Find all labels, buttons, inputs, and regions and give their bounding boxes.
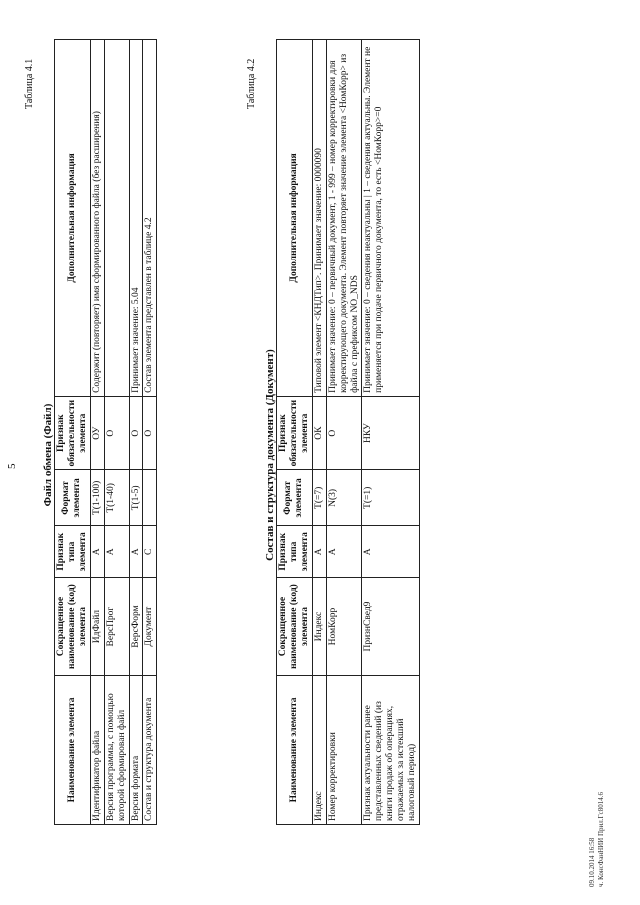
table2-header-row — [277, 40, 313, 825]
table-cell: А — [129, 526, 143, 578]
table-cell: А — [326, 526, 362, 578]
table-cell: T(1-100) — [90, 470, 104, 526]
table1-header-cell: Признак типа элемента — [55, 526, 91, 578]
table-cell: T(=1) — [362, 470, 420, 526]
table2-header-cell: Дополнительная информация — [277, 40, 313, 397]
table-cell: N(3) — [326, 470, 362, 526]
table-cell: Индекс — [312, 675, 326, 824]
table2-title: Состав и структура документа (Документ) — [264, 349, 276, 561]
table-cell — [143, 470, 157, 526]
table2-header-cell: Признак типа элемента — [277, 526, 313, 578]
table2-header-cell: Наименование элемента — [277, 675, 313, 824]
table-cell: Идентификатор файла — [90, 675, 104, 824]
table-cell: О — [104, 396, 129, 470]
table-row — [129, 40, 143, 825]
table2 — [276, 39, 420, 825]
table-cell: НКУ — [362, 396, 420, 470]
table-cell: T(1-5) — [129, 470, 143, 526]
table-cell: ВерсПрог — [104, 578, 129, 676]
table-cell: Состав элемента представлен в таблице 4.2 — [143, 40, 157, 397]
table2-caption: Таблица 4.2 — [246, 58, 257, 109]
table2-header-cell: Формат элемента — [277, 470, 313, 526]
table-cell: Типовой элемент <КНДТип>. Принимает значение: 0000090 — [312, 40, 326, 397]
table1-title: Файл обмена (Файл) — [42, 403, 54, 507]
table-cell: А — [90, 526, 104, 578]
table1-header-cell: Сокращенное наименование (код) элемента — [55, 578, 91, 676]
table-row — [104, 40, 129, 825]
table1-header-cell: Дополнительная информация — [55, 40, 91, 397]
table-cell: Документ — [143, 578, 157, 676]
table-cell: ИдФайл — [90, 578, 104, 676]
table-row — [312, 40, 326, 825]
table-cell: О — [129, 396, 143, 470]
table-cell: T(=7) — [312, 470, 326, 526]
table-cell: А — [312, 526, 326, 578]
table-cell: ВерсФорм — [129, 578, 143, 676]
table-cell: ОК — [312, 396, 326, 470]
table-cell: Содержит (повторяет) имя сформированного файла (без расширения) — [90, 40, 104, 397]
table1-header-cell: Формат элемента — [55, 470, 91, 526]
table-row — [143, 40, 157, 825]
table1 — [54, 39, 157, 825]
table-cell: ПризнСвед9 — [362, 578, 420, 676]
table-cell: Принимает значение: 0 – сведения неактуальны | 1 – сведения актуальны. Элемент не применяется при подаче первичного документа, то есть <НомКорр>=0 — [362, 40, 420, 397]
table-cell: Версия формата — [129, 675, 143, 824]
table1-header-cell: Наименование элемента — [55, 675, 91, 824]
table2-header-cell: Сокращенное наименование (код) элемента — [277, 578, 313, 676]
footnote-source: ч. КонсФанНИИ Прил.Гс8014.6 — [596, 792, 605, 887]
table-cell: Принимает значение: 5.04 — [129, 40, 143, 397]
table-cell: А — [104, 526, 129, 578]
footnote — [588, 792, 606, 887]
table-cell: T(1-40) — [104, 470, 129, 526]
table-cell: С — [143, 526, 157, 578]
table-cell: ОУ — [90, 396, 104, 470]
table-row — [326, 40, 362, 825]
table-cell: Признак актуальности ранее представленных сведений (из книги продаж об операциях, отражаемых за истекший налоговый период) — [362, 675, 420, 824]
table1-header-row — [55, 40, 91, 825]
page-number: 5 — [6, 463, 18, 469]
table-cell: Индекс — [312, 578, 326, 676]
table-cell: А — [362, 526, 420, 578]
table-cell: О — [326, 396, 362, 470]
table-row — [90, 40, 104, 825]
table-cell: Принимает значение: 0 – первичный документ, 1 - 999 – номер корректировки для корректирующего документа. Элемент повторяет значение элемента <НомКорр> из файла с префиксом NO_NDS — [326, 40, 362, 397]
table-cell: О — [143, 396, 157, 470]
table2-header-cell: Признак обязательности элемента — [277, 396, 313, 470]
table-cell — [104, 40, 129, 397]
footnote-date: 09.10.2014 16:58 — [588, 837, 596, 887]
table-row — [362, 40, 420, 825]
table1-caption: Таблица 4.1 — [24, 58, 35, 109]
table-cell: Состав и структура документа — [143, 675, 157, 824]
table-cell: НомКорр — [326, 578, 362, 676]
table-cell: Номер корректировки — [326, 675, 362, 824]
table-cell: Версия программы, с помощью которой сформирован файл — [104, 675, 129, 824]
table1-header-cell: Признак обязательности элемента — [55, 396, 91, 470]
